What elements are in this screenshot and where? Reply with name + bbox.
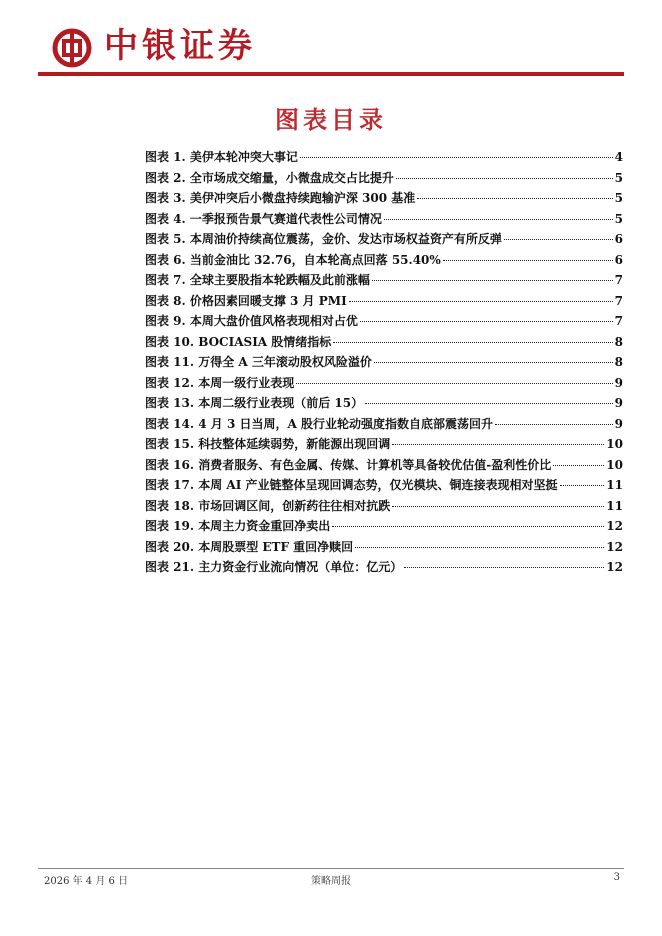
toc-entry[interactable] <box>145 456 623 477</box>
footer-doc-type: 策略周报 <box>311 876 351 887</box>
toc-entry-label: 图表 2. 全市场成交缩量，小微盘成交占比提升 <box>145 170 394 185</box>
toc-entry-page: 7 <box>614 273 623 287</box>
toc-leader-dots <box>333 342 612 343</box>
toc-entry-page: 12 <box>606 560 623 574</box>
toc-entry-page: 7 <box>614 314 623 328</box>
toc-leader-dots <box>443 260 613 261</box>
toc-leader-dots <box>560 485 605 486</box>
toc-entry-page: 6 <box>614 232 623 246</box>
toc-entry-label: 图表 17. 本周 AI 产业链整体呈现回调态势，仅光模块、铜连接表现相对坚挺 <box>145 478 558 492</box>
toc-leader-dots <box>384 219 613 220</box>
toc-leader-dots <box>355 547 604 548</box>
table-of-figures <box>145 148 623 579</box>
toc-leader-dots <box>332 526 604 527</box>
toc-entry-page: 12 <box>606 539 623 554</box>
toc-entry[interactable] <box>145 558 623 579</box>
toc-entry-page: 9 <box>614 375 623 390</box>
toc-leader-dots <box>417 198 612 199</box>
toc-entry-page: 10 <box>606 457 623 472</box>
toc-entry[interactable] <box>145 189 623 210</box>
toc-entry-label: 图表 9. 本周大盘价值风格表现相对占优 <box>145 314 358 328</box>
toc-entry-label: 图表 10. BOCIASIA 股情绪指标 <box>145 334 332 349</box>
toc-leader-dots <box>504 239 613 240</box>
toc-entry[interactable] <box>145 169 623 190</box>
toc-entry-label: 图表 12. 本周一级行业表现 <box>145 375 295 390</box>
toc-entry[interactable] <box>145 394 623 415</box>
toc-leader-dots <box>372 280 613 281</box>
toc-entry-page: 5 <box>614 191 623 205</box>
toc-leader-dots <box>392 444 604 445</box>
toc-entry-page: 4 <box>614 150 623 164</box>
toc-entry[interactable] <box>145 415 623 436</box>
toc-entry-page: 6 <box>614 252 623 267</box>
toc-entry-label: 图表 15. 科技整体延续弱势，新能源出现回调 <box>145 437 391 451</box>
toc-entry-label: 图表 20. 本周股票型 ETF 重回净赎回 <box>145 539 354 554</box>
toc-leader-dots <box>392 506 604 507</box>
toc-entry[interactable] <box>145 538 623 559</box>
toc-entry[interactable] <box>145 251 623 272</box>
toc-leader-dots <box>553 465 604 466</box>
toc-entry[interactable] <box>145 210 623 231</box>
toc-entry[interactable] <box>145 476 623 497</box>
footer-date: 2026 年 4 月 6 日 <box>44 876 129 887</box>
toc-entry[interactable] <box>145 435 623 456</box>
toc-entry-label: 图表 5. 本周油价持续高位震荡，金价、发达市场权益资产有所反弹 <box>145 232 502 246</box>
toc-entry[interactable] <box>145 271 623 292</box>
toc-leader-dots <box>374 362 613 363</box>
toc-entry-label: 图表 6. 当前金油比 32.76，自本轮高点回落 55.40% <box>145 252 441 267</box>
page-header <box>38 22 624 72</box>
toc-leader-dots <box>396 178 613 179</box>
bank-of-china-logo-icon <box>52 28 92 68</box>
page-title: 图表目录 <box>275 106 387 134</box>
toc-leader-dots <box>495 424 613 425</box>
toc-entry-label: 图表 18. 市场回调区间，创新药往往相对抗跌 <box>145 498 391 513</box>
toc-entry[interactable] <box>145 312 623 333</box>
toc-entry[interactable] <box>145 497 623 518</box>
toc-entry-label: 图表 3. 美伊冲突后小微盘持续跑输沪深 300 基准 <box>145 191 416 205</box>
toc-entry-label: 图表 4. 一季报预告景气赛道代表性公司情况 <box>145 211 382 226</box>
toc-entry-label: 图表 16. 消费者服务、有色金属、传媒、计算机等具备较优估值-盈利性价比 <box>145 457 552 472</box>
toc-entry-page: 8 <box>614 355 623 369</box>
toc-entry[interactable] <box>145 517 623 538</box>
footer-page-number: 3 <box>613 872 620 883</box>
toc-entry-label: 图表 19. 本周主力资金重回净卖出 <box>145 519 331 533</box>
toc-entry[interactable] <box>145 292 623 313</box>
toc-entry-label: 图表 13. 本周二级行业表现（前后 15） <box>145 396 364 410</box>
toc-leader-dots <box>404 567 604 568</box>
toc-entry-page: 8 <box>614 334 623 349</box>
toc-leader-dots <box>300 157 613 158</box>
toc-entry[interactable] <box>145 333 623 354</box>
toc-entry[interactable] <box>145 353 623 374</box>
toc-entry-page: 7 <box>614 293 623 308</box>
brand-name: 中银证券 <box>104 26 256 66</box>
footer-rule <box>38 868 624 869</box>
toc-entry-label: 图表 1. 美伊本轮冲突大事记 <box>145 150 298 164</box>
toc-entry-label: 图表 8. 价格因素回暖支撑 3 月 PMI <box>145 293 347 308</box>
toc-entry-page: 5 <box>614 170 623 185</box>
toc-entry[interactable] <box>145 230 623 251</box>
toc-entry[interactable] <box>145 148 623 169</box>
toc-entry-label: 图表 11. 万得全 A 三年滚动股权风险溢价 <box>145 355 372 369</box>
toc-entry-page: 9 <box>614 396 623 410</box>
toc-entry-label: 图表 21. 主力资金行业流向情况（单位：亿元） <box>145 560 403 574</box>
toc-leader-dots <box>349 301 613 302</box>
toc-leader-dots <box>360 321 613 322</box>
header-rule <box>38 72 624 76</box>
toc-leader-dots <box>296 383 612 384</box>
toc-entry-page: 5 <box>614 211 623 226</box>
toc-entry-page: 10 <box>606 437 623 451</box>
toc-entry-page: 11 <box>606 478 623 492</box>
toc-entry[interactable] <box>145 374 623 395</box>
toc-entry-page: 9 <box>614 416 623 431</box>
toc-entry-page: 12 <box>606 519 623 533</box>
toc-entry-label: 图表 14. 4 月 3 日当周，A 股行业轮动强度指数自底部震荡回升 <box>145 416 493 431</box>
toc-entry-page: 11 <box>606 498 623 513</box>
toc-leader-dots <box>365 403 613 404</box>
toc-entry-label: 图表 7. 全球主要股指本轮跌幅及此前涨幅 <box>145 273 370 287</box>
